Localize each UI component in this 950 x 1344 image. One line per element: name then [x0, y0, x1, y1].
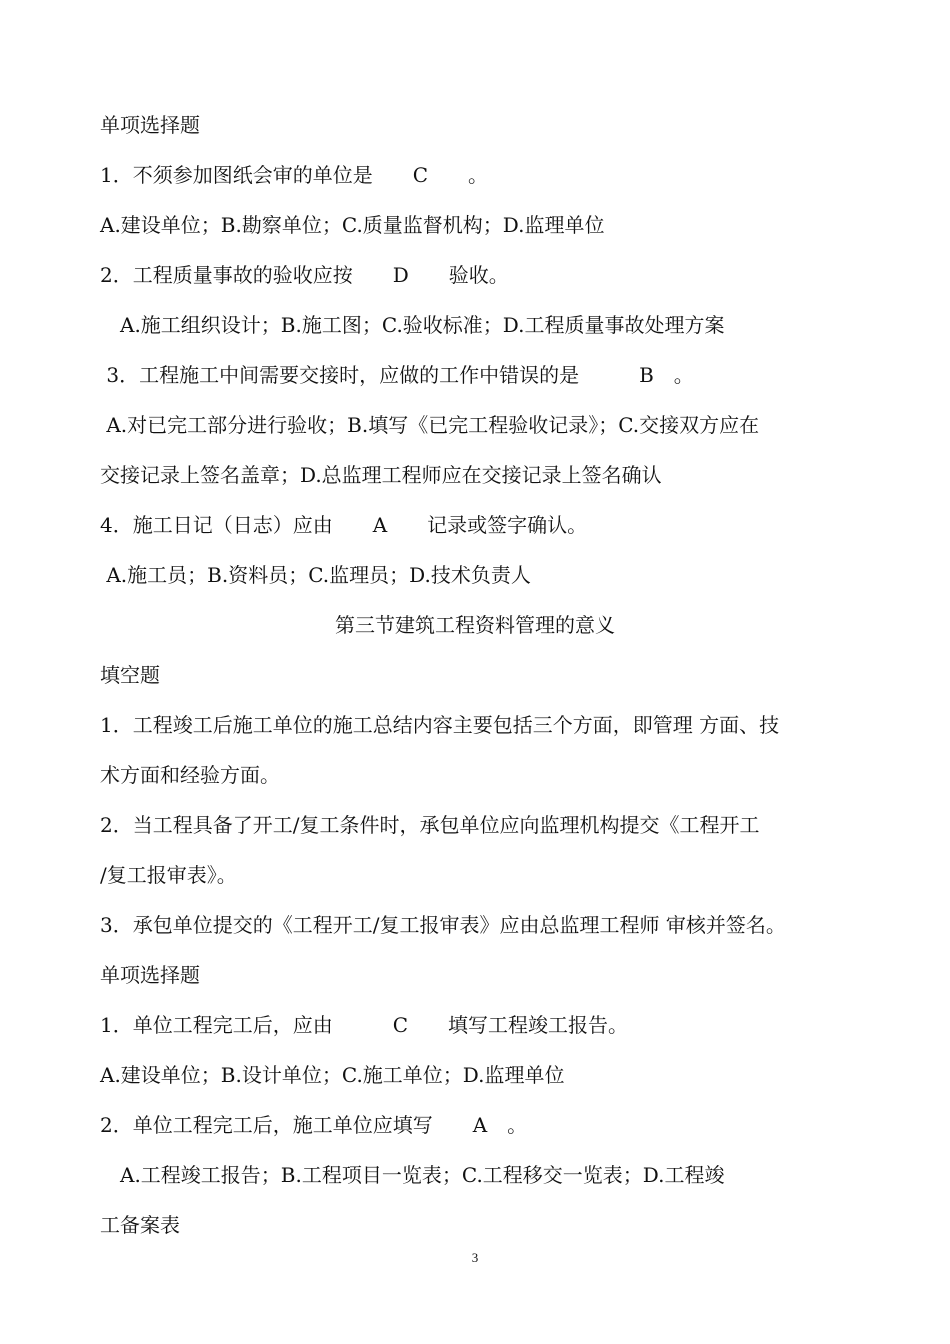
- question-4-options: A.施工员；B.资料员；C.监理员；D.技术负责人: [100, 563, 531, 587]
- question-4: 4．施工日记（日志）应由 A 记录或签字确认。: [100, 513, 588, 537]
- fill-question-2-cont: /复工报审表》。: [100, 863, 237, 887]
- choice-question-2-options-cont: 工备案表: [100, 1213, 180, 1237]
- question-1: 1．不须参加图纸会审的单位是 C 。: [100, 163, 489, 187]
- section-title: 第三节建筑工程资料管理的意义: [335, 613, 615, 637]
- section-heading-fill-blank: 填空题: [100, 663, 160, 687]
- fill-question-3: 3．承包单位提交的《工程开工/复工报审表》应由总监理工程师 审核并签名。: [100, 913, 786, 937]
- fill-question-2: 2．当工程具备了开工/复工条件时，承包单位应向监理机构提交《工程开工: [100, 813, 760, 837]
- question-1-options: A.建设单位；B.勘察单位；C.质量监督机构；D.监理单位: [100, 213, 605, 237]
- question-3-options-cont: 交接记录上签名盖章；D.总监理工程师应在交接记录上签名确认: [100, 463, 662, 487]
- question-2: 2．工程质量事故的验收应按 D 验收。: [100, 263, 509, 287]
- section-heading-single-choice: 单项选择题: [100, 113, 200, 137]
- choice-question-2: 2．单位工程完工后，施工单位应填写 A 。: [100, 1113, 528, 1137]
- fill-question-1: 1．工程竣工后施工单位的施工总结内容主要包括三个方面，即管理 方面、技: [100, 713, 780, 737]
- question-2-options: A.施工组织设计；B.施工图；C.验收标准；D.工程质量事故处理方案: [100, 313, 725, 337]
- question-3: 3．工程施工中间需要交接时，应做的工作中错误的是 B 。: [100, 363, 694, 387]
- fill-question-1-cont: 术方面和经验方面。: [100, 763, 280, 787]
- choice-question-1-options: A.建设单位；B.设计单位；C.施工单位；D.监理单位: [100, 1063, 565, 1087]
- question-3-options: A.对已完工部分进行验收；B.填写《已完工程验收记录》；C.交接双方应在: [100, 413, 760, 437]
- page-number: 3: [471, 1250, 479, 1265]
- choice-question-2-options: A.工程竣工报告；B.工程项目一览表；C.工程移交一览表；D.工程竣: [100, 1163, 725, 1187]
- choice-question-1: 1．单位工程完工后，应由 C 填写工程竣工报告。: [100, 1013, 629, 1037]
- section-heading-single-choice-2: 单项选择题: [100, 963, 200, 987]
